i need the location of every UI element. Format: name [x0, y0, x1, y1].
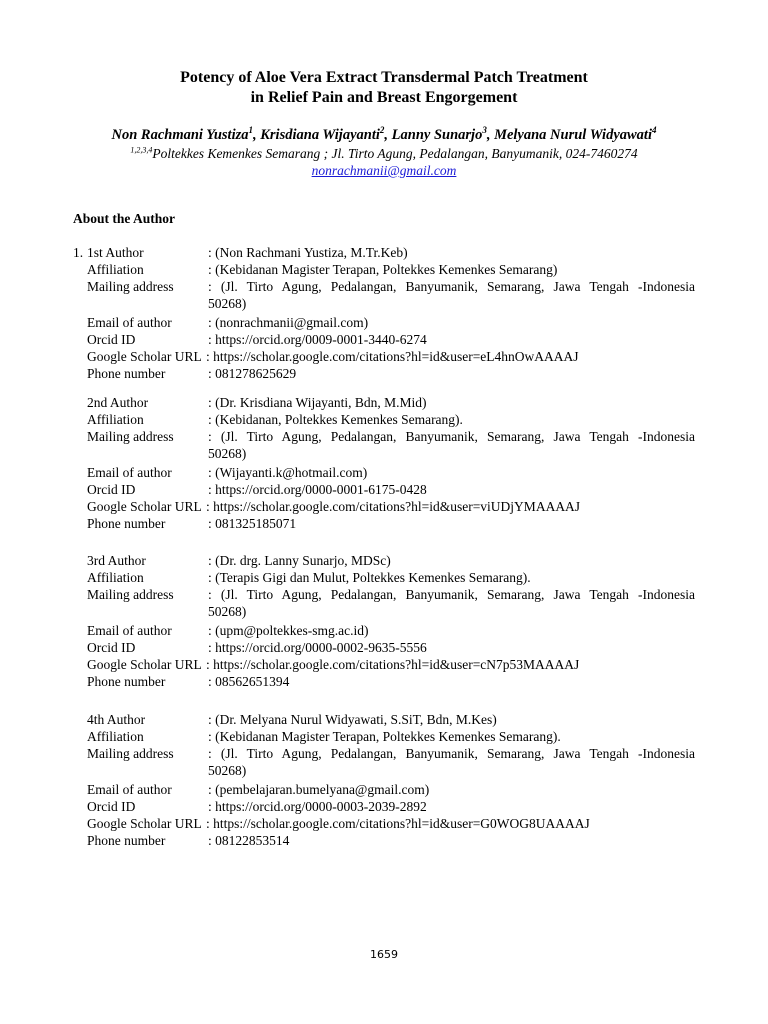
phone-value: : 081325185071 — [208, 516, 297, 531]
author-sup: 2 — [379, 125, 385, 136]
email-label: Email of author — [87, 465, 172, 480]
mailing-address-value: : (Jl. Tirto Agung, Pedalangan, Banyumanik, Semarang, Jawa Tengah -Indonesia — [208, 587, 695, 602]
phone-value: : 08562651394 — [208, 674, 290, 689]
mailing-address-continuation: 50268) — [208, 604, 247, 619]
affiliation-label: Affiliation — [87, 262, 144, 277]
phone-value: : 081278625629 — [208, 366, 297, 381]
paper-title-line-1: Potency of Aloe Vera Extract Transdermal Patch Treatment — [180, 69, 588, 86]
author-name: Melyana Nurul Widyawati — [494, 127, 652, 143]
email-value: : (upm@poltekkes-smg.ac.id) — [208, 623, 369, 638]
phone-label: Phone number — [87, 674, 166, 689]
google-scholar-label: Google Scholar URL — [87, 499, 202, 514]
affiliation-value: : (Kebidanan Magister Terapan, Poltekkes Kemenkes Semarang). — [208, 729, 561, 744]
affiliation-line — [0, 145, 768, 162]
section-title: About the Author — [73, 211, 176, 226]
corresponding-email-line — [0, 162, 768, 179]
orcid-value: : https://orcid.org/0009-0001-3440-6274 — [208, 332, 427, 347]
google-scholar-label: Google Scholar URL — [87, 816, 202, 831]
phone-label: Phone number — [87, 366, 166, 381]
mailing-address-label: Mailing address — [87, 587, 174, 602]
author-sup: 3 — [482, 125, 487, 136]
mailing-address-label: Mailing address — [87, 746, 174, 761]
affiliation-value: : (Kebidanan, Poltekkes Kemenkes Semarang). — [208, 412, 463, 427]
google-scholar-value: : https://scholar.google.com/citations?hl=id&user=G0WOG8UAAAAJ — [206, 816, 590, 831]
author-list — [0, 126, 768, 144]
google-scholar-value: : https://scholar.google.com/citations?hl=id&user=cN7p53MAAAAJ — [206, 657, 580, 672]
google-scholar-label: Google Scholar URL — [87, 349, 202, 364]
author-heading: 2nd Author — [87, 395, 149, 410]
email-value: : (pembelajaran.bumelyana@gmail.com) — [208, 782, 430, 797]
author-heading: 3rd Author — [87, 553, 146, 568]
page-number: 1659 — [370, 948, 398, 961]
mailing-address-value: : (Jl. Tirto Agung, Pedalangan, Banyumanik, Semarang, Jawa Tengah -Indonesia — [208, 429, 695, 444]
paper-title — [0, 68, 768, 108]
affiliation-label: Affiliation — [87, 570, 144, 585]
google-scholar-value: : https://scholar.google.com/citations?hl=id&user=viUDjYMAAAAJ — [206, 499, 581, 514]
mailing-address-value: : (Jl. Tirto Agung, Pedalangan, Banyumanik, Semarang, Jawa Tengah -Indonesia — [208, 279, 695, 294]
email-label: Email of author — [87, 623, 172, 638]
affiliation-text: Poltekkes Kemenkes Semarang ; Jl. Tirto Agung, Pedalangan, Banyumanik, 024-7460274 — [152, 146, 638, 161]
author-sup: 1 — [248, 125, 253, 136]
affiliation-value: : (Terapis Gigi dan Mulut, Poltekkes Kemenkes Semarang). — [208, 570, 531, 585]
author-name-value: : (Dr. Melyana Nurul Widyawati, S.SiT, Bdn, M.Kes) — [208, 712, 497, 727]
author-heading: 1st Author — [87, 245, 144, 260]
author-name-value: : (Dr. Krisdiana Wijayanti, Bdn, M.Mid) — [208, 395, 427, 410]
orcid-value: : https://orcid.org/0000-0001-6175-0428 — [208, 482, 427, 497]
affiliation-label: Affiliation — [87, 729, 144, 744]
phone-value: : 08122853514 — [208, 833, 290, 848]
orcid-label: Orcid ID — [87, 482, 136, 497]
author-name: Lanny Sunarjo — [391, 127, 483, 143]
affiliation-label: Affiliation — [87, 412, 144, 427]
mailing-address-label: Mailing address — [87, 279, 174, 294]
author-sup: 4 — [652, 125, 657, 136]
orcid-label: Orcid ID — [87, 799, 136, 814]
author-name: Non Rachmani Yustiza — [111, 127, 249, 143]
author-name-value: : (Non Rachmani Yustiza, M.Tr.Keb) — [208, 245, 408, 260]
phone-label: Phone number — [87, 516, 166, 531]
author-number: 1. — [73, 245, 84, 260]
mailing-address-continuation: 50268) — [208, 446, 247, 461]
email-value: : (Wijayanti.k@hotmail.com) — [208, 465, 368, 480]
email-value: : (nonrachmanii@gmail.com) — [208, 315, 369, 330]
author-name: Krisdiana Wijayanti — [260, 127, 380, 143]
phone-label: Phone number — [87, 833, 166, 848]
google-scholar-value: : https://scholar.google.com/citations?hl=id&user=eL4hnOwAAAAJ — [206, 349, 579, 364]
mailing-address-value: : (Jl. Tirto Agung, Pedalangan, Banyumanik, Semarang, Jawa Tengah -Indonesia — [208, 746, 695, 761]
affiliation-value: : (Kebidanan Magister Terapan, Poltekkes Kemenkes Semarang) — [208, 262, 558, 277]
affiliation-sup: 1,2,3,4 — [130, 145, 153, 155]
orcid-label: Orcid ID — [87, 332, 136, 347]
orcid-value: : https://orcid.org/0000-0003-2039-2892 — [208, 799, 427, 814]
author-name-value: : (Dr. drg. Lanny Sunarjo, MDSc) — [208, 553, 391, 568]
mailing-address-continuation: 50268) — [208, 296, 247, 311]
author-separator: , — [486, 127, 495, 143]
mailing-address-continuation: 50268) — [208, 763, 247, 778]
author-separator: , — [384, 127, 392, 143]
paper-title-line-2: in Relief Pain and Breast Engorgement — [250, 89, 518, 106]
orcid-label: Orcid ID — [87, 640, 136, 655]
email-label: Email of author — [87, 782, 172, 797]
author-separator: , — [252, 127, 261, 143]
mailing-address-label: Mailing address — [87, 429, 174, 444]
email-label: Email of author — [87, 315, 172, 330]
author-heading: 4th Author — [87, 712, 146, 727]
corresponding-email-link[interactable]: nonrachmanii@gmail.com — [311, 163, 457, 178]
orcid-value: : https://orcid.org/0000-0002-9635-5556 — [208, 640, 427, 655]
google-scholar-label: Google Scholar URL — [87, 657, 202, 672]
